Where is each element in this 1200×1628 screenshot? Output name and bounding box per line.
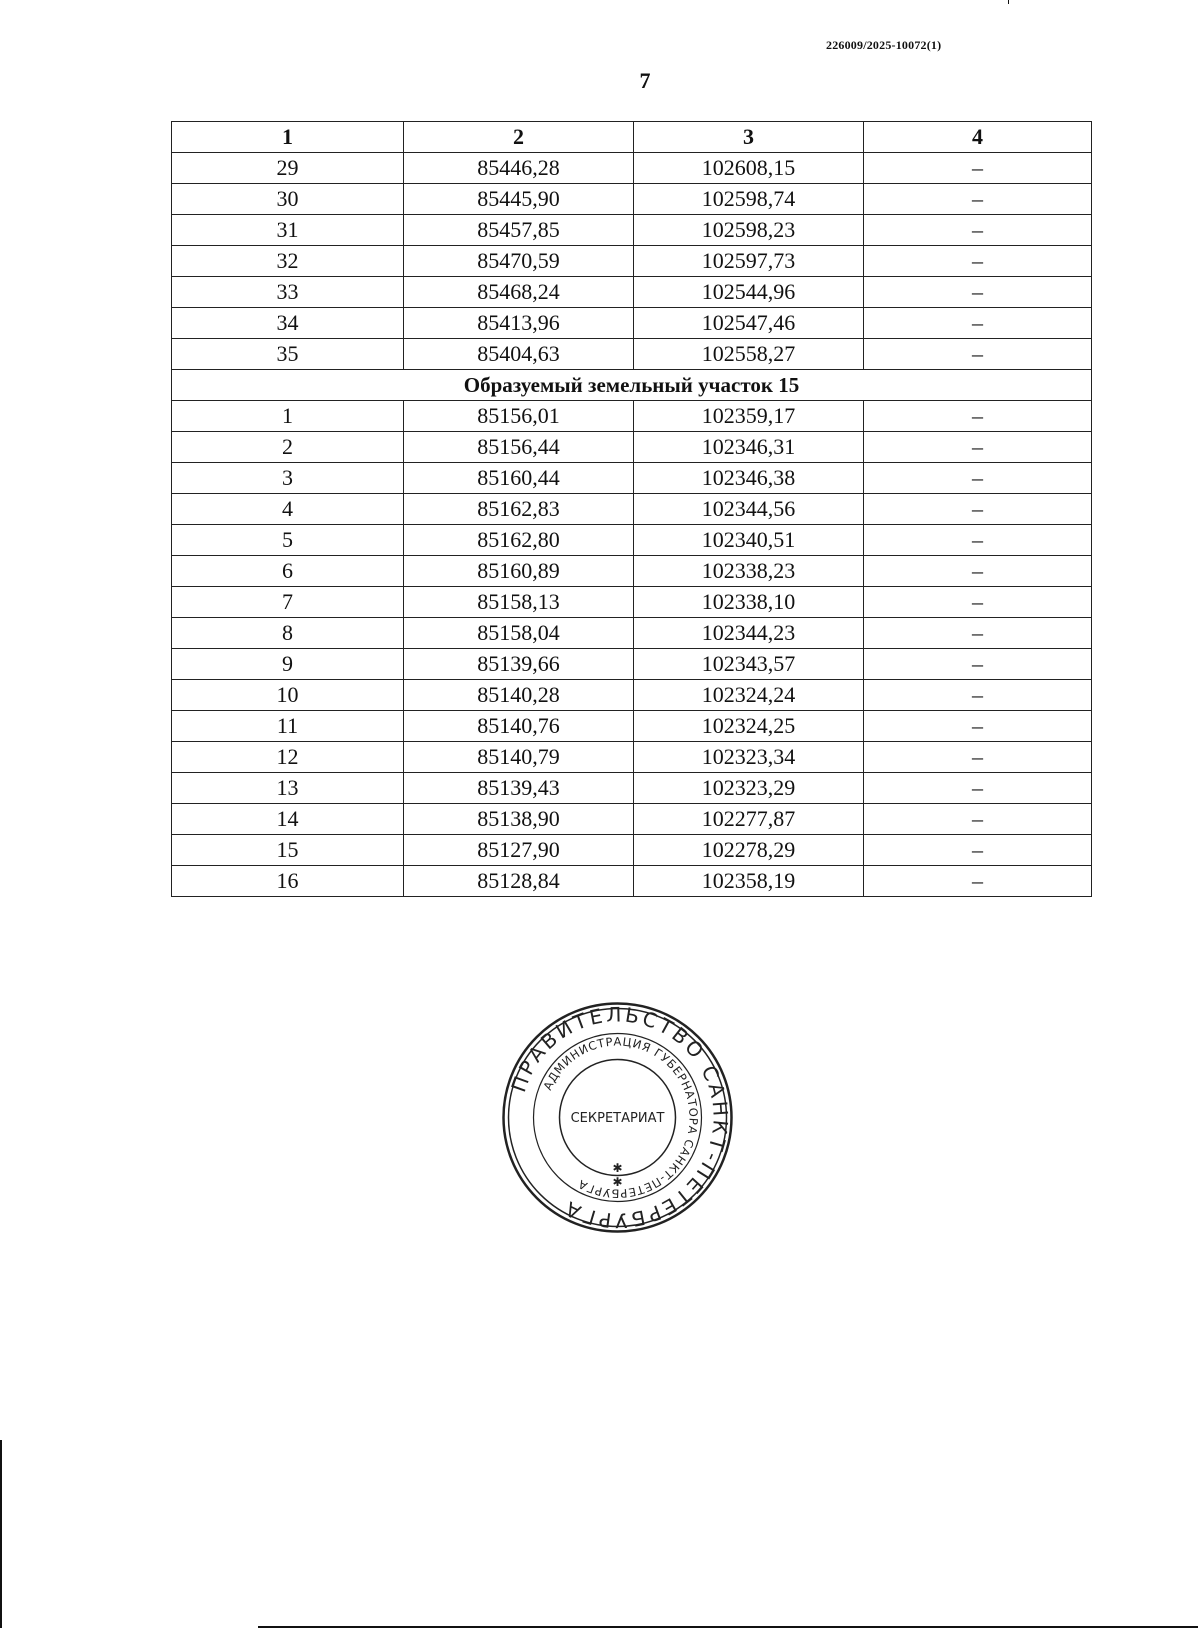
x-coordinate-cell: 85445,90 (404, 184, 634, 215)
stamp-outer-text: ПРАВИТЕЛЬСТВО САНКТ-ПЕТЕРБУРГА (506, 1002, 733, 1233)
y-coordinate-cell: 102359,17 (634, 401, 864, 432)
point-number-cell: 11 (172, 711, 404, 742)
note-cell: – (864, 680, 1092, 711)
y-coordinate-cell: 102344,56 (634, 494, 864, 525)
table-row (172, 711, 1092, 742)
scan-edge-mark (0, 1440, 2, 1628)
table-row (172, 587, 1092, 618)
y-coordinate-cell: 102277,87 (634, 804, 864, 835)
table-row (172, 556, 1092, 587)
x-coordinate-cell: 85128,84 (404, 866, 634, 897)
table-row (172, 494, 1092, 525)
note-cell: – (864, 432, 1092, 463)
point-number-cell: 5 (172, 525, 404, 556)
table-row (172, 835, 1092, 866)
point-number-cell: 4 (172, 494, 404, 525)
point-number-cell: 14 (172, 804, 404, 835)
table-header-row (172, 122, 1092, 153)
section-title-row (172, 370, 1092, 401)
x-coordinate-cell: 85160,44 (404, 463, 634, 494)
note-cell: – (864, 804, 1092, 835)
point-number-cell: 7 (172, 587, 404, 618)
x-coordinate-cell: 85470,59 (404, 246, 634, 277)
note-cell: – (864, 649, 1092, 680)
note-cell: – (864, 277, 1092, 308)
y-coordinate-cell: 102340,51 (634, 525, 864, 556)
x-coordinate-cell: 85413,96 (404, 308, 634, 339)
y-coordinate-cell: 102323,29 (634, 773, 864, 804)
y-coordinate-cell: 102346,31 (634, 432, 864, 463)
note-cell: – (864, 184, 1092, 215)
table-row (172, 432, 1092, 463)
table-row (172, 308, 1092, 339)
point-number-cell: 12 (172, 742, 404, 773)
table-row (172, 277, 1092, 308)
point-number-cell: 1 (172, 401, 404, 432)
point-number-cell: 30 (172, 184, 404, 215)
table-row (172, 618, 1092, 649)
document-registration-number: 226009/2025-10072(1) (826, 38, 942, 52)
x-coordinate-cell: 85140,79 (404, 742, 634, 773)
table-row (172, 525, 1092, 556)
y-coordinate-cell: 102547,46 (634, 308, 864, 339)
header-cell: 4 (864, 122, 1092, 153)
point-number-cell: 9 (172, 649, 404, 680)
y-coordinate-cell: 102346,38 (634, 463, 864, 494)
table-row (172, 773, 1092, 804)
y-coordinate-cell: 102343,57 (634, 649, 864, 680)
note-cell: – (864, 587, 1092, 618)
y-coordinate-cell: 102358,19 (634, 866, 864, 897)
x-coordinate-cell: 85139,43 (404, 773, 634, 804)
point-number-cell: 31 (172, 215, 404, 246)
x-coordinate-cell: 85158,04 (404, 618, 634, 649)
y-coordinate-cell: 102344,23 (634, 618, 864, 649)
header-cell: 2 (404, 122, 634, 153)
x-coordinate-cell: 85127,90 (404, 835, 634, 866)
note-cell: – (864, 308, 1092, 339)
x-coordinate-cell: 85404,63 (404, 339, 634, 370)
y-coordinate-cell: 102338,10 (634, 587, 864, 618)
note-cell: – (864, 339, 1092, 370)
point-number-cell: 33 (172, 277, 404, 308)
note-cell: – (864, 711, 1092, 742)
point-number-cell: 6 (172, 556, 404, 587)
section-title: Образуемый земельный участок 15 (172, 370, 1092, 401)
y-coordinate-cell: 102597,73 (634, 246, 864, 277)
note-cell: – (864, 742, 1092, 773)
y-coordinate-cell: 102598,23 (634, 215, 864, 246)
point-number-cell: 32 (172, 246, 404, 277)
point-number-cell: 29 (172, 153, 404, 184)
point-number-cell: 16 (172, 866, 404, 897)
table-row (172, 184, 1092, 215)
page-number: 7 (639, 68, 651, 93)
y-coordinate-cell: 102598,74 (634, 184, 864, 215)
x-coordinate-cell: 85139,66 (404, 649, 634, 680)
x-coordinate-cell: 85138,90 (404, 804, 634, 835)
point-number-cell: 34 (172, 308, 404, 339)
note-cell: – (864, 153, 1092, 184)
x-coordinate-cell: 85140,28 (404, 680, 634, 711)
coordinates-table (171, 121, 1092, 897)
y-coordinate-cell: 102323,34 (634, 742, 864, 773)
x-coordinate-cell: 85162,80 (404, 525, 634, 556)
note-cell: – (864, 556, 1092, 587)
x-coordinate-cell: 85160,89 (404, 556, 634, 587)
table-row (172, 866, 1092, 897)
table-row (172, 153, 1092, 184)
point-number-cell: 3 (172, 463, 404, 494)
x-coordinate-cell: 85140,76 (404, 711, 634, 742)
point-number-cell: 8 (172, 618, 404, 649)
y-coordinate-cell: 102338,23 (634, 556, 864, 587)
note-cell: – (864, 866, 1092, 897)
official-seal-stamp (500, 1000, 735, 1235)
note-cell: – (864, 401, 1092, 432)
note-cell: – (864, 463, 1092, 494)
note-cell: – (864, 246, 1092, 277)
table-row (172, 339, 1092, 370)
y-coordinate-cell: 102324,25 (634, 711, 864, 742)
stamp-star-icon: ✱ (612, 1161, 623, 1175)
stamp-star-icon: ✱ (612, 1175, 623, 1189)
table-row (172, 680, 1092, 711)
table-row (172, 649, 1092, 680)
header-cell: 3 (634, 122, 864, 153)
scan-edge-mark (1008, 0, 1009, 4)
stamp-center-text: СЕКРЕТАРИАТ (570, 1111, 665, 1126)
table-row (172, 215, 1092, 246)
x-coordinate-cell: 85446,28 (404, 153, 634, 184)
table-row (172, 246, 1092, 277)
x-coordinate-cell: 85158,13 (404, 587, 634, 618)
y-coordinate-cell: 102558,27 (634, 339, 864, 370)
note-cell: – (864, 773, 1092, 804)
y-coordinate-cell: 102278,29 (634, 835, 864, 866)
x-coordinate-cell: 85162,83 (404, 494, 634, 525)
x-coordinate-cell: 85457,85 (404, 215, 634, 246)
x-coordinate-cell: 85156,01 (404, 401, 634, 432)
table-row (172, 463, 1092, 494)
point-number-cell: 15 (172, 835, 404, 866)
point-number-cell: 13 (172, 773, 404, 804)
x-coordinate-cell: 85156,44 (404, 432, 634, 463)
table-row (172, 804, 1092, 835)
table-row (172, 742, 1092, 773)
note-cell: – (864, 618, 1092, 649)
table-row (172, 401, 1092, 432)
y-coordinate-cell: 102608,15 (634, 153, 864, 184)
point-number-cell: 2 (172, 432, 404, 463)
x-coordinate-cell: 85468,24 (404, 277, 634, 308)
y-coordinate-cell: 102544,96 (634, 277, 864, 308)
note-cell: – (864, 494, 1092, 525)
note-cell: – (864, 525, 1092, 556)
stamp-inner-text: АДМИНИСТРАЦИЯ ГУБЕРНАТОРА САНКТ-ПЕТЕРБУРГА (540, 1034, 701, 1201)
point-number-cell: 35 (172, 339, 404, 370)
point-number-cell: 10 (172, 680, 404, 711)
y-coordinate-cell: 102324,24 (634, 680, 864, 711)
header-cell: 1 (172, 122, 404, 153)
note-cell: – (864, 215, 1092, 246)
note-cell: – (864, 835, 1092, 866)
